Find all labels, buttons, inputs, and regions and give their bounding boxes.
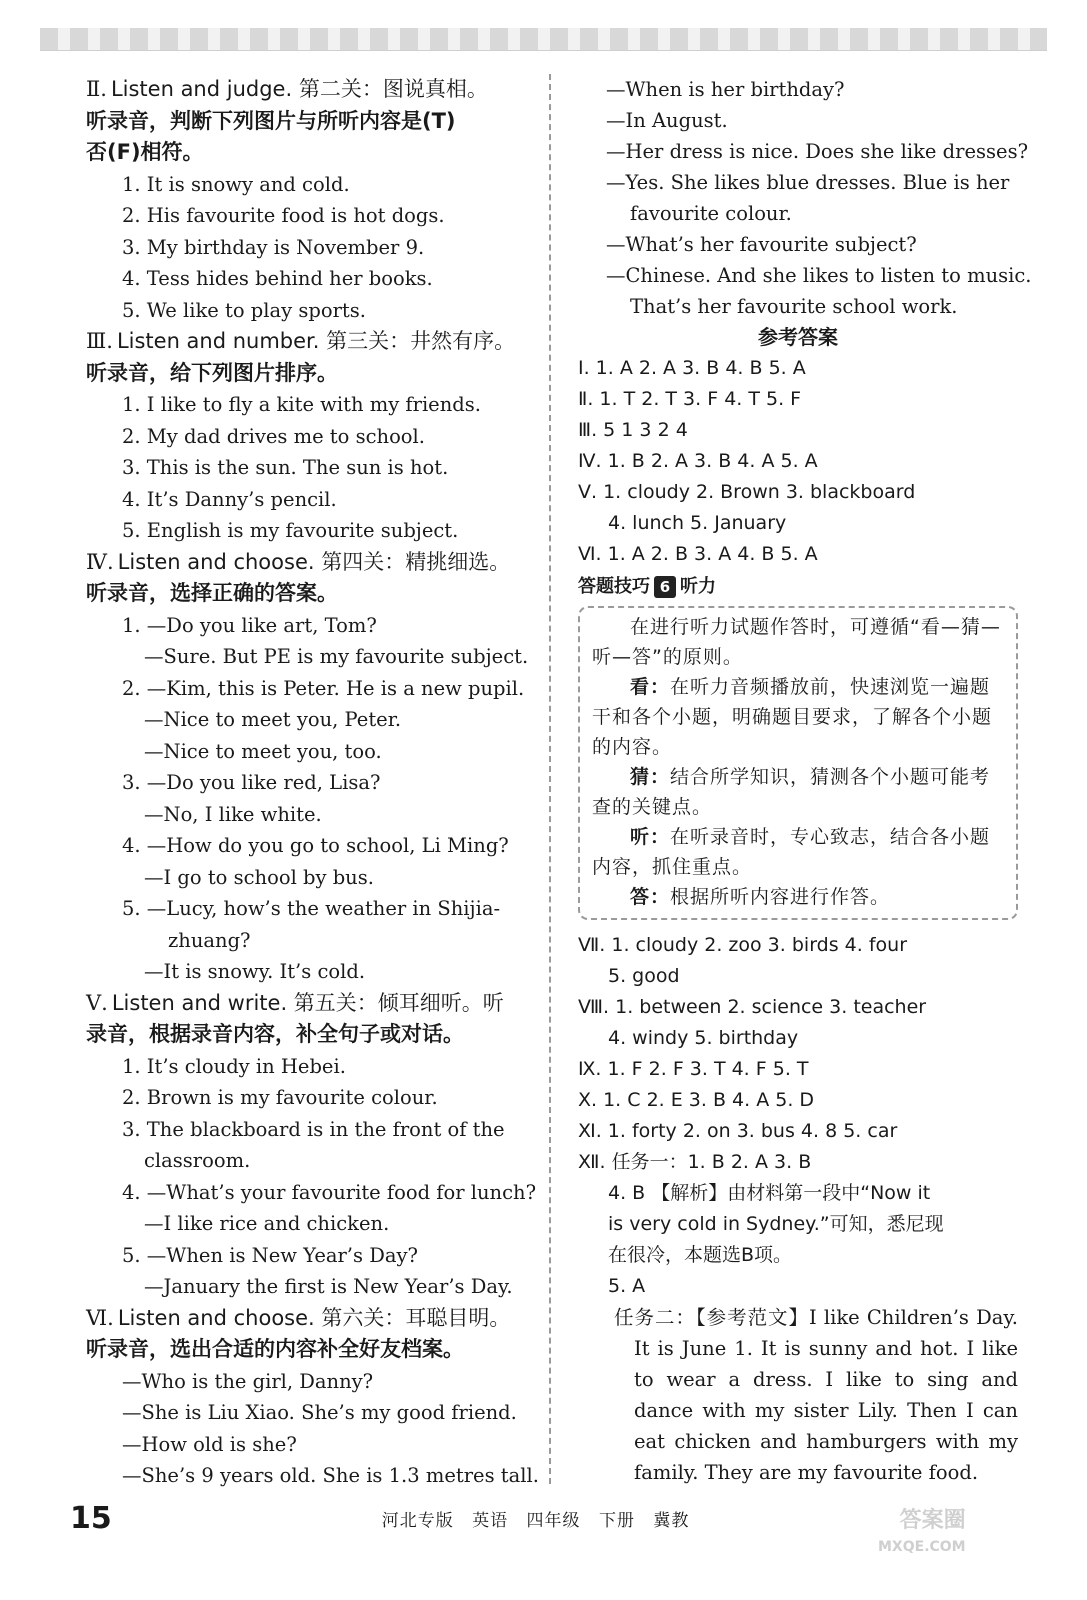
dialogue-line: That’s her favourite school work. xyxy=(630,295,958,318)
section-heading-line xyxy=(86,547,532,579)
section-heading-text: 听录音，给下列图片排序。 xyxy=(86,360,338,385)
section-heading-text: 听录音，选择正确的答案。 xyxy=(86,581,338,605)
script-line: 1. I like to fly a kite with my friends. xyxy=(122,393,481,416)
script-line: zhuang? xyxy=(168,928,251,952)
section-heading-text: Listen and choose. 第四关：精挑细选。 xyxy=(117,549,511,574)
footer-book-info: 河北专版 英语 四年级 下册 冀教 xyxy=(381,1510,690,1531)
answer-line: Ⅵ. 1. A 2. B 3. A 4. B 5. A xyxy=(578,543,818,565)
script-line: 5. —When is New Year’s Day? xyxy=(122,1243,418,1267)
section-roman-numeral: Ⅱ. xyxy=(86,77,107,101)
answers-part-b xyxy=(578,930,1018,1302)
answers-part-a xyxy=(578,353,1018,570)
section-heading-line xyxy=(86,1334,532,1366)
script-line: 5. —Lucy, how’s the weather in Shijia- xyxy=(122,897,501,920)
tip-topic: 听力 xyxy=(680,576,716,597)
script-line: 1. It is snowy and cold. xyxy=(122,172,350,196)
answer-line: Ⅶ. 1. cloudy 2. zoo 3. birds 4. four xyxy=(578,934,908,956)
script-line: 3. My birthday is November 9. xyxy=(122,235,425,259)
script-line: —How old is she? xyxy=(122,1432,297,1456)
column-divider xyxy=(549,74,551,1484)
tip-lead: 答： xyxy=(630,886,671,908)
section-heading-text: Listen and judge. 第二关：图说真相。 xyxy=(110,77,488,101)
answer-line: Ⅺ. 1. forty 2. on 3. bus 4. 8 5. car xyxy=(578,1120,898,1142)
section-3 xyxy=(86,988,537,1303)
script-line: —Nice to meet you, Peter. xyxy=(144,708,402,731)
tip-paragraph xyxy=(592,762,1006,822)
section-heading-line xyxy=(86,137,532,169)
watermark-line2: MXQE.COM xyxy=(878,1539,966,1555)
answer-line: 在很冷，本题选B项。 xyxy=(608,1244,793,1266)
dialogue-line: —What’s her favourite subject? xyxy=(606,233,917,256)
answer-line: Ⅴ. 1. cloudy 2. Brown 3. blackboard xyxy=(578,481,916,503)
script-line: 1. It’s cloudy in Hebei. xyxy=(122,1054,346,1078)
script-line: 4. Tess hides behind her books. xyxy=(122,267,433,290)
tip-heading xyxy=(578,570,1018,604)
answer-line: Ⅱ. 1. T 2. T 3. F 4. T 5. F xyxy=(578,388,802,410)
section-heading-line xyxy=(86,988,532,1020)
answer-line: Ⅰ. 1. A 2. A 3. B 4. B 5. A xyxy=(578,357,806,379)
answer-line: is very cold in Sydney.”可知，悉尼现 xyxy=(608,1213,944,1235)
tip-box xyxy=(578,606,1018,920)
section-heading-line xyxy=(86,1019,532,1051)
section-heading-line xyxy=(86,326,532,358)
dialogue-continued xyxy=(578,74,1032,322)
model-essay xyxy=(578,1302,1018,1488)
answer-line: 4. lunch 5. January xyxy=(608,512,787,534)
script-line: 4. It’s Danny’s pencil. xyxy=(122,487,337,511)
script-line: 5. English is my favourite subject. xyxy=(122,519,459,542)
answer-line: Ⅷ. 1. between 2. science 3. teacher xyxy=(578,996,927,1018)
answer-line: Ⅻ. 任务一：1. B 2. A 3. B xyxy=(578,1151,812,1173)
tip-lead: 听： xyxy=(630,826,671,848)
section-heading-text: 听录音，判断下列图片与所听内容是(T) xyxy=(86,108,456,133)
essay-text: I like Children’s Day. It is June 1. It is sunny and hot. I like to wear a dress. I like to sing and dance with my sister Lily. Then I can eat chicken and hamburgers with my family. They are my favourite food. xyxy=(634,1306,1018,1484)
page-number: 15 xyxy=(70,1500,112,1536)
answer-line: 4. windy 5. birthday xyxy=(608,1027,799,1049)
script-line: classroom. xyxy=(144,1149,251,1172)
watermark-line1: 答案圈 xyxy=(899,1508,966,1533)
section-heading-line xyxy=(86,74,532,106)
script-line: —She is Liu Xiao. She’s my good friend. xyxy=(122,1401,517,1424)
answer-line: Ⅹ. 1. C 2. E 3. B 4. A 5. D xyxy=(578,1089,815,1111)
essay-lead: 任务二：【参考范文】 xyxy=(614,1306,809,1329)
script-line: 2. His favourite food is hot dogs. xyxy=(122,204,445,227)
script-line: —Who is the girl, Danny? xyxy=(122,1369,374,1393)
script-line: —I like rice and chicken. xyxy=(144,1212,390,1235)
section-heading-text: Listen and number. 第三关：井然有序。 xyxy=(116,329,516,353)
tip-lead: 猜： xyxy=(630,766,671,788)
script-line: 3. —Do you like red, Lisa? xyxy=(122,771,381,794)
script-line: 2. My dad drives me to school. xyxy=(122,424,425,448)
script-line: 1. —Do you like art, Tom? xyxy=(122,613,377,637)
answer-line: Ⅳ. 1. B 2. A 3. B 4. A 5. A xyxy=(578,450,818,472)
section-heading-line xyxy=(86,578,532,610)
section-0 xyxy=(86,74,532,326)
script-line: 4. —How do you go to school, Li Ming? xyxy=(122,834,509,857)
answer-line: Ⅲ. 5 1 3 2 4 xyxy=(578,419,688,441)
section-4 xyxy=(86,1303,539,1492)
script-line: 3. The blackboard is in the front of the xyxy=(122,1117,505,1141)
script-line: —Nice to meet you, too. xyxy=(144,739,382,763)
tip-text: 在进行听力试题作答时，可遵循“看—猜—听—答”的原则。 xyxy=(592,616,1001,668)
script-line: —Sure. But PE is my favourite subject. xyxy=(144,645,529,668)
tip-paragraph xyxy=(592,822,1006,882)
script-line: 4. —What’s your favourite food for lunch? xyxy=(122,1180,537,1204)
tip-number-badge: 6 xyxy=(654,576,676,598)
script-line: 3. This is the sun. The sun is hot. xyxy=(122,456,449,479)
script-line: 2. Brown is my favourite colour. xyxy=(122,1086,438,1109)
answer-title: 参考答案 xyxy=(758,325,838,349)
script-line: —It is snowy. It’s cold. xyxy=(144,960,366,983)
dialogue-line: favourite colour. xyxy=(630,202,792,225)
dialogue-line: —Yes. She likes blue dresses. Blue is her xyxy=(606,171,1010,194)
section-heading-line xyxy=(86,106,532,138)
section-1 xyxy=(86,326,532,547)
section-heading-text: 听录音，选出合适的内容补全好友档案。 xyxy=(86,1337,464,1361)
tip-paragraph xyxy=(592,672,1006,762)
tip-text: 在听录音时，专心致志，结合各小题内容，抓住重点。 xyxy=(592,826,991,878)
section-roman-numeral: Ⅲ. xyxy=(86,329,113,353)
script-line: —January the first is New Year’s Day. xyxy=(144,1275,513,1298)
section-heading-line xyxy=(86,358,532,390)
dialogue-line: —Chinese. And she likes to listen to music. xyxy=(606,264,1032,287)
watermark-logo xyxy=(878,1508,966,1560)
script-line: —No, I like white. xyxy=(144,802,322,826)
tip-label: 答题技巧 xyxy=(578,576,650,597)
script-line: 5. We like to play sports. xyxy=(122,298,366,322)
right-column xyxy=(578,74,1032,1488)
section-heading-line xyxy=(86,1303,532,1335)
dialogue-line: —In August. xyxy=(606,109,728,132)
script-line: —She’s 9 years old. She is 1.3 metres tall. xyxy=(122,1464,539,1487)
section-heading-text: Listen and choose. 第六关：耳聪目明。 xyxy=(117,1305,511,1330)
top-decorative-band xyxy=(40,28,1047,51)
answer-line: 4. B 【解析】由材料第一段中“Now it xyxy=(608,1182,931,1204)
answer-line: 5. good xyxy=(608,965,680,987)
script-line: 2. —Kim, this is Peter. He is a new pupil. xyxy=(122,676,525,700)
script-line: —I go to school by bus. xyxy=(144,865,374,889)
tip-text: 结合所学知识，猜测各个小题可能考查的关键点。 xyxy=(592,766,991,818)
section-roman-numeral: Ⅵ. xyxy=(86,1305,114,1330)
answer-line: Ⅸ. 1. F 2. F 3. T 4. F 5. T xyxy=(578,1058,809,1080)
tip-lead: 看： xyxy=(630,676,671,698)
section-heading-text: 否(F)相符。 xyxy=(86,140,204,164)
tip-text: 根据所听内容进行作答。 xyxy=(670,886,891,908)
tip-paragraph xyxy=(592,612,1006,672)
answer-line: 5. A xyxy=(608,1275,646,1297)
section-heading-text: 录音，根据录音内容，补全句子或对话。 xyxy=(86,1022,464,1046)
left-column xyxy=(86,74,539,1492)
dialogue-line: —Her dress is nice. Does she like dresses? xyxy=(606,140,1029,163)
section-roman-numeral: Ⅳ. xyxy=(86,549,114,574)
section-roman-numeral: Ⅴ. xyxy=(86,990,108,1015)
section-heading-text: Listen and write. 第五关：倾耳细听。听 xyxy=(111,990,504,1015)
dialogue-line: —When is her birthday? xyxy=(606,78,845,101)
tip-paragraph xyxy=(592,882,1006,912)
tip-text: 在听力音频播放前，快速浏览一遍题干和各个小题，明确题目要求，了解各个小题的内容。 xyxy=(592,676,993,758)
section-2 xyxy=(86,547,532,988)
